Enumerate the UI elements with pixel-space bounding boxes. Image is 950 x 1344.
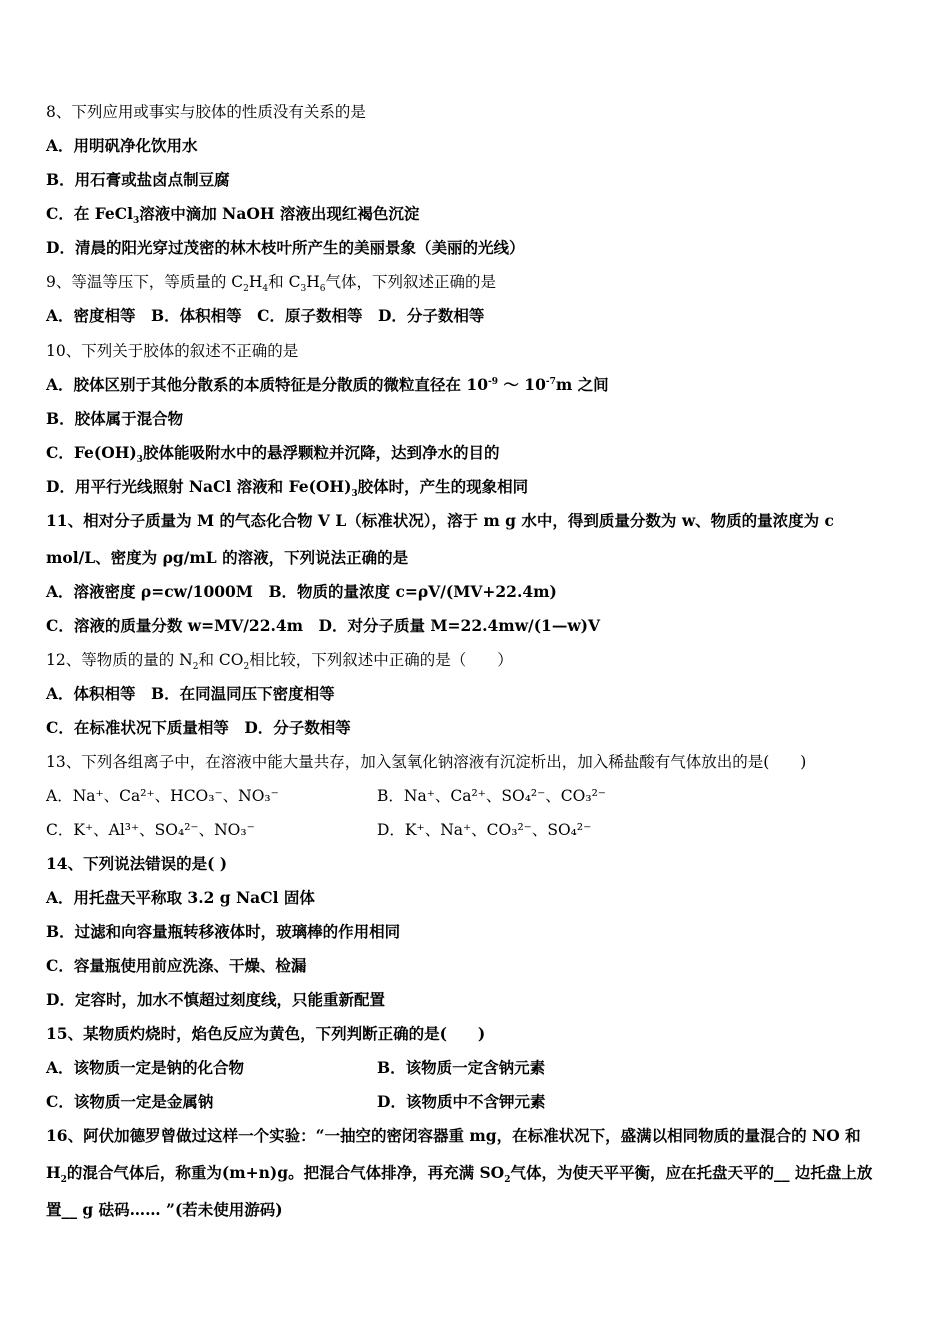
q15-stem: 15、某物质灼烧时，焰色反应为黄色，下列判断正确的是( ) (46, 1024, 486, 1043)
q11-stem-line1: 11、相对分子质量为 M 的气态化合物 V L（标准状况），溶于 m g 水中，得到质量分数为 w、物质的量浓度为 c (46, 511, 834, 530)
q13-stem: 13、下列各组离子中，在溶液中能大量共存，加入氢氧化钠溶液有沉淀析出，加入稀盐酸有气体放出的是( ) (46, 753, 807, 771)
q8-stem: 8、下列应用或事实与胶体的性质没有关系的是 (46, 103, 366, 121)
q13-options-ab (46, 786, 279, 806)
q14-option-c: C．容量瓶使用前应洗涤、干燥、检漏 (46, 956, 307, 975)
q15-option-b: B．该物质一定含钠元素 (377, 1058, 546, 1077)
q15-option-a: A．该物质一定是钠的化合物 (46, 1058, 245, 1077)
q10-option-c: C．$Fe(OH)_3$胶体能吸附水中的悬浮颗粒并沉降，达到净水的目的 (46, 443, 500, 466)
q12-options-cd: C．在标准状况下质量相等 D．分子数相等 (46, 718, 351, 737)
q16-line1: 16、阿伏加德罗曾做过这样一个实验：“一抽空的密闭容器重 mg，在标准状况下，盛满以相同物质的量混合的 NO 和 (46, 1126, 861, 1145)
q13-option-d: D．K⁺、Na⁺、CO₃²⁻、SO₄²⁻ (377, 821, 592, 839)
q8-option-a: A．用明矾净化饮用水 (46, 136, 198, 155)
q10-option-a: A．胶体区别于其他分散系的本质特征是分散质的微粒直径在 $10^{-9}$ ～ $10^{-7}m$ 之间 (46, 375, 609, 394)
q8-option-c: C．在 FeCl$_3$溶液中滴加 NaOH 溶液出现红褐色沉淀 (46, 204, 420, 227)
q14-stem: 14、下列说法错误的是( ) (46, 854, 228, 873)
q9-options: A．密度相等 B．体积相等 C．原子数相等 D．分子数相等 (46, 306, 485, 325)
q16-line2: $H_2$的混合气体后，称重为(m+n)g。把混合气体排净，再充满 $SO_2$气体，为使天平平衡，应在托盘天平的__ 边托盘上放 (46, 1163, 873, 1186)
q13-options-cd (46, 820, 255, 840)
q8-option-d: D．清晨的阳光穿过茂密的林木枝叶所产生的美丽景象（美丽的光线） (46, 238, 525, 257)
q10-option-d: D．用平行光线照射 NaCl 溶液和 $Fe(OH)_3$胶体时，产生的现象相同 (46, 477, 529, 500)
q10-option-b: B．胶体属于混合物 (46, 409, 184, 428)
q11-options-ab: A．溶液密度 ρ=cw/1000M B．物质的量浓度 c=ρV/(MV+22.4m) (46, 582, 557, 601)
q14-option-d: D．定容时，加水不慎超过刻度线，只能重新配置 (46, 990, 385, 1009)
q8-option-b: B．用石膏或盐卤点制豆腐 (46, 170, 230, 189)
q11-stem-line2: mol/L、密度为 ρg/mL 的溶液，下列说法正确的是 (46, 548, 409, 567)
q13-option-c: C．K⁺、Al³⁺、SO₄²⁻、NO₃⁻ (46, 821, 255, 839)
q16-line3: 置__ g 砝码…… ”(若未使用游码) (46, 1200, 283, 1219)
q12-options-ab: A．体积相等 B．在同温同压下密度相等 (46, 684, 335, 703)
q14-option-a: A．用托盘天平称取 3.2 g NaCl 固体 (46, 888, 315, 907)
q15-option-d: D．该物质中不含钾元素 (377, 1092, 546, 1111)
q10-stem: 10、下列关于胶体的叙述不正确的是 (46, 342, 299, 360)
q14-option-b: B．过滤和向容量瓶转移液体时，玻璃棒的作用相同 (46, 922, 401, 941)
q15-option-c: C．该物质一定是金属钠 (46, 1092, 214, 1111)
q9-stem: 9、等温等压下，等质量的 $C_2H_4$和 $C_3H_6$气体，下列叙述正确的是 (46, 273, 496, 295)
q13-option-b: B．Na⁺、Ca²⁺、SO₄²⁻、CO₃²⁻ (377, 787, 606, 805)
q13-option-a: A．Na⁺、Ca²⁺、HCO₃⁻、NO₃⁻ (46, 787, 279, 805)
q12-stem: 12、等物质的量的 $N_2$和 $CO_2$相比较，下列叙述中正确的是（ ） (46, 651, 513, 673)
q11-options-cd: C．溶液的质量分数 w=MV/22.4m D．对分子质量 M=22.4mw/(1—w)V (46, 616, 601, 635)
